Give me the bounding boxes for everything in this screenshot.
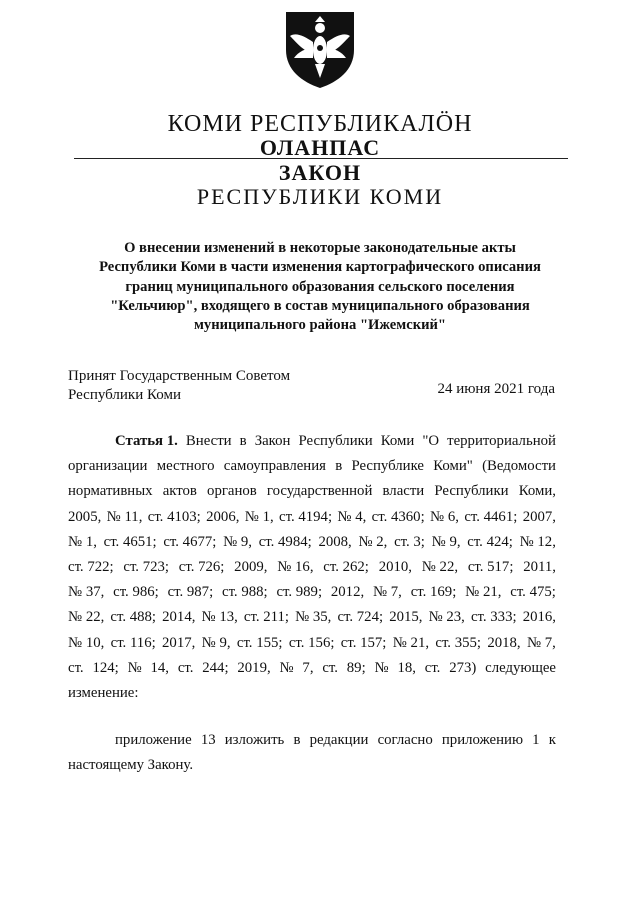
article-word: № 4, xyxy=(337,508,367,525)
article-word: ст. 424; xyxy=(467,533,513,550)
law-title-line: муниципального района "Ижемский" xyxy=(193,317,447,334)
article-word: № 10, xyxy=(68,634,105,651)
article-word: территориальной xyxy=(447,433,556,449)
article-word: Коми xyxy=(380,433,415,449)
article-label: Статья 1. xyxy=(115,433,178,449)
header-line-olanpas: ОЛАНПАС xyxy=(259,135,381,160)
adoption-line: Принят Государственным Советом xyxy=(68,368,291,384)
article-first-line xyxy=(68,429,556,454)
article-line xyxy=(68,631,556,656)
law-title-line: Республики Коми в части изменения картографического описания xyxy=(99,259,541,276)
article-word: ст. 262; xyxy=(323,559,369,576)
article-word: ст. xyxy=(424,659,441,676)
article-word: организации xyxy=(68,458,148,475)
header-divider xyxy=(74,158,568,159)
paragraph-2-word: приложение xyxy=(115,732,192,748)
paragraph-2-word: приложению xyxy=(441,732,524,748)
law-title-line: границ муниципального образования сельского поселения xyxy=(125,278,515,295)
article-word: ст. 4360; xyxy=(371,508,425,525)
article-word: № 9, xyxy=(431,533,461,550)
article-word: № 9, xyxy=(201,634,231,651)
article-word: 2016, xyxy=(522,609,556,626)
article-word: № 21, xyxy=(465,584,502,601)
article-word: 2019, xyxy=(237,659,271,676)
article-line xyxy=(68,505,556,530)
article-word: ст. 4194; xyxy=(279,508,333,525)
paragraph-2-word: изложить xyxy=(224,732,285,748)
article-word: 7, xyxy=(302,659,314,676)
article-word: государственной xyxy=(266,483,373,500)
article-word: ст. 155; xyxy=(236,634,283,651)
adoption-line: Республики Коми xyxy=(68,387,181,403)
article-word: ст. 987; xyxy=(167,584,214,601)
article-word: № 7, xyxy=(526,634,556,651)
article-word: ст. 723; xyxy=(123,559,170,576)
article-word: нормативных xyxy=(68,483,153,500)
article-line xyxy=(68,530,556,555)
article-word: ст. 4461; xyxy=(464,508,518,525)
article-word: № 21, xyxy=(392,634,430,651)
article-word: № 11, xyxy=(106,508,143,525)
article-word: 2005, xyxy=(68,508,102,525)
article-word: 2009, xyxy=(234,559,268,576)
article-word: ст. 726; xyxy=(178,559,225,576)
article-word: № 23, xyxy=(428,609,465,626)
article-word: ст. 4677; xyxy=(163,533,217,550)
article-word: ст. 475; xyxy=(510,584,556,601)
article-word: Республике xyxy=(351,458,424,475)
article-line xyxy=(68,580,556,605)
article-word: № 37, xyxy=(68,584,105,601)
law-title xyxy=(60,239,580,335)
article-line xyxy=(68,454,556,479)
law-title-line: "Кельчиюр", входящего в состав муниципального образования xyxy=(110,297,530,314)
article-word: в xyxy=(239,433,247,449)
article-word: 2017, xyxy=(162,634,196,651)
article-word: ст. 4103; xyxy=(147,508,201,525)
article-word: 244; xyxy=(202,659,229,676)
article-word: ст. 211; xyxy=(243,609,289,626)
article-word: ст. xyxy=(322,659,338,676)
article-word: № xyxy=(279,659,294,676)
article-word: 2015, xyxy=(389,609,423,626)
header-line-republic: РЕСПУБЛИКИ КОМИ xyxy=(196,184,444,209)
article-line xyxy=(68,555,556,580)
article-word: № 1, xyxy=(68,533,97,550)
article-word: ст. 4984; xyxy=(258,533,312,550)
article-word: 2014, xyxy=(162,609,196,626)
article-word: 273) xyxy=(449,659,477,676)
article-word: ст. 333; xyxy=(470,609,517,626)
article-word: ст. 488; xyxy=(110,609,157,626)
adoption-date: 24 июня 2021 года xyxy=(437,381,555,397)
coat-of-arms-icon xyxy=(282,6,358,90)
article-word: местного xyxy=(156,458,215,475)
article-word: № 13, xyxy=(201,609,238,626)
paragraph-2-line xyxy=(68,728,556,753)
article-word: № 35, xyxy=(295,609,332,626)
article-word: самоуправления xyxy=(223,458,326,475)
article-word: Республики xyxy=(434,483,509,500)
paragraph-2-word: согласно xyxy=(377,732,433,748)
article-word: 2010, xyxy=(378,559,412,576)
article-word: 2018, xyxy=(487,634,521,651)
article-word: ст. 169; xyxy=(410,584,457,601)
article-body xyxy=(68,429,556,706)
article-word: ст. 989; xyxy=(276,584,323,601)
article-word: 124; xyxy=(92,659,119,676)
law-title-line: О внесении изменений в некоторые законодательные акты xyxy=(124,240,516,256)
article-word: ст. 722; xyxy=(68,559,114,576)
article-word: 2011, xyxy=(523,559,556,576)
article-word: ст. 988; xyxy=(222,584,268,601)
article-word: ст. 517; xyxy=(467,559,514,576)
article-word: ст. xyxy=(68,659,84,676)
article-word: "О xyxy=(422,433,440,449)
article-word: № 12, xyxy=(519,533,556,550)
header-line-komi: КОМИ РЕСПУБЛИКАЛӦН xyxy=(167,111,473,137)
article-word: 14, xyxy=(150,659,169,676)
article-word: ст. 3; xyxy=(394,533,425,550)
article-line-last: изменение: xyxy=(68,685,139,702)
article-word: № 22, xyxy=(421,559,459,576)
paragraph-2-word: 1 xyxy=(532,732,540,748)
article-line xyxy=(68,479,556,504)
article-line xyxy=(68,605,556,630)
article-word: Коми, xyxy=(518,483,556,500)
article-word: ст. 355; xyxy=(435,634,482,651)
article-line xyxy=(68,656,556,681)
article-word: ст. xyxy=(177,659,194,676)
article-word: № 1, xyxy=(244,508,274,525)
article-word: 18, xyxy=(397,659,416,676)
article-word: 2012, xyxy=(330,584,365,601)
article-word: власти xyxy=(382,483,425,500)
article-word: ст. 724; xyxy=(337,609,384,626)
article-word: № 16, xyxy=(277,559,314,576)
article-word: Внести xyxy=(185,433,232,449)
article-word: № xyxy=(127,659,142,676)
article-word: ст. 157; xyxy=(340,634,387,651)
article-word: 2008, xyxy=(318,533,352,550)
article-word: (Ведомости xyxy=(482,458,556,475)
paragraph-2-word: в xyxy=(293,732,301,748)
article-word: 2007, xyxy=(522,508,556,525)
article-word: ст. 156; xyxy=(288,634,335,651)
article-word: ст. 4651; xyxy=(103,533,157,550)
article-word: органов xyxy=(207,483,257,500)
paragraph-2-word: к xyxy=(548,732,556,748)
article-word: Коми" xyxy=(433,458,473,475)
article-word: 2006, xyxy=(206,508,240,525)
article-word: ст. 116; xyxy=(110,634,156,651)
article-word: актов xyxy=(162,483,197,500)
adoption-block xyxy=(68,367,290,405)
article-word: № 2, xyxy=(358,533,388,550)
article-word: № 22, xyxy=(68,609,105,626)
article-word: № 6, xyxy=(430,508,459,525)
article-word: следующее xyxy=(485,659,556,676)
paragraph-2-word: редакции xyxy=(309,732,369,748)
article-word: Закон xyxy=(254,433,291,449)
article-word: № 9, xyxy=(223,533,253,550)
paragraph-2-line-last: настоящему Закону. xyxy=(68,757,194,774)
paragraph-2-word: 13 xyxy=(200,732,216,748)
article-word: № xyxy=(374,659,389,676)
article-word: Республики xyxy=(298,433,373,449)
article-word: ст. 986; xyxy=(113,584,159,601)
article-paragraph-2 xyxy=(68,728,556,778)
header-line-zakon: ЗАКОН xyxy=(278,160,362,185)
article-word: в xyxy=(335,458,343,475)
article-word: 89; xyxy=(346,659,366,676)
article-word: № 7, xyxy=(372,584,402,601)
